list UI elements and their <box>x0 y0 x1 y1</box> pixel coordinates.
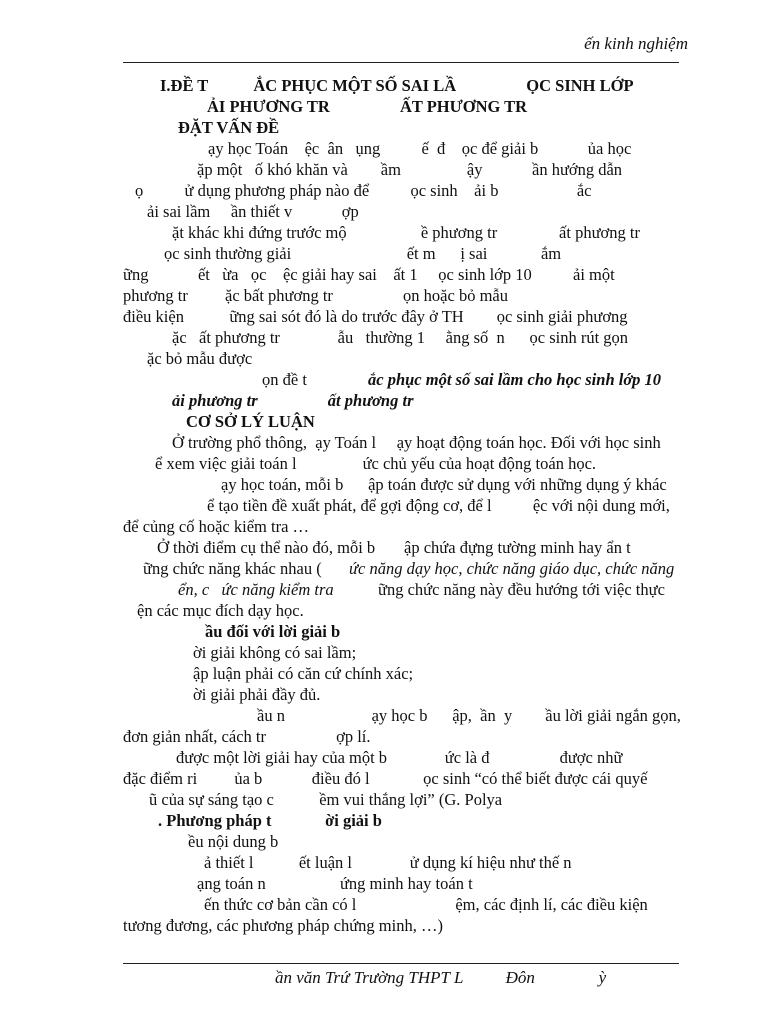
text-line: ể xem việc giải toán l ức chủ yếu của hoạt động toán học. <box>155 454 597 473</box>
text-line: ững chức năng này đều hướng tới việc thực <box>378 580 665 599</box>
text-line: ững chức năng khác nhau ( <box>143 559 322 578</box>
text-line: điều kiện ững sai sót đó là do trước đây ở TH ọc sinh giải phương <box>123 307 628 326</box>
footer-text: ần văn Trứ Trường THPT L Đôn ỳ <box>275 968 607 987</box>
text-line: Ở trường phổ thông, ạy Toán l ạy hoạt động toán học. Đối với học sinh <box>172 433 661 452</box>
text-line: ạng toán n ứng minh hay toán t <box>197 874 473 893</box>
text-line: CƠ SỞ LÝ LUẬN <box>186 412 315 431</box>
text-line: ầu đối với lời giải b <box>205 622 341 641</box>
text-line: ọ ử dụng phương pháp nào để ọc sinh ải b ắc <box>135 181 592 200</box>
text-line: ện các mục đích dạy học. <box>137 601 304 620</box>
text-line: ặt khác khi đứng trước mộ ề phương tr ất phương tr <box>172 223 640 242</box>
text-line: đơn giản nhất, cách tr ợp lí. <box>123 727 371 746</box>
text-line: được một lời giải hay của một b ức là đ được nhữ <box>176 748 623 767</box>
text-line: ặc ất phương tr ẫu thường 1 ằng số n ọc sinh rút gọn <box>172 328 629 347</box>
text-line: ều nội dung b <box>188 832 279 851</box>
text-line: Ở thời điểm cụ thể nào đó, mỗi b ập chứa đựng tường minh hay ẩn t <box>157 538 631 557</box>
text-line: ặc bỏ mẫu được <box>147 349 253 368</box>
text-line: ọn đề t <box>262 370 307 389</box>
text-line: ĐẶT VẤN ĐỀ <box>178 118 280 137</box>
text-line: ọc sinh thường giải ết m ị sai ắm <box>164 244 562 263</box>
text-line: ời giải phải đầy đủ. <box>193 685 321 704</box>
text-line: ải sai lầm ần thiết v ợp <box>147 202 359 221</box>
text-line: ến thức cơ bản cần có l ệm, các định lí, các điều kiện <box>204 895 648 914</box>
header-rule <box>123 62 679 63</box>
text-line: để củng cố hoặc kiểm tra … <box>123 517 310 536</box>
text-line: đặc điểm ri ủa b điều đó l ọc sinh “có thể biết được cái quyế <box>123 769 648 788</box>
text-line: . Phương pháp t ời giải b <box>158 811 382 830</box>
text-line: ũ của sự sáng tạo c ềm vui thắng lợi” (G. Polya <box>149 790 503 809</box>
text-line: ẢI PHƯƠNG TR ẤT PHƯƠNG TR <box>207 97 528 116</box>
text-line: ạy học Toán ệc ân ụng ế đ ọc để giải b ủa học <box>208 139 632 158</box>
text-line: ức năng dạy học, chức năng giáo dục, chức năng <box>349 559 675 578</box>
text-line: ạy học toán, mỗi b ập toán được sử dụng với những dụng ý khác <box>221 475 667 494</box>
text-line: ển, c ức năng kiểm tra <box>178 580 334 599</box>
text-line: ể tạo tiền đề xuất phát, để gợi động cơ, để l ệc với nội dung mới, <box>207 496 670 515</box>
text-line: ầu n ạy học b ập, ần y ầu lời giải ngắn gọn, <box>257 706 681 725</box>
text-line: ải phương tr ất phương tr <box>172 391 414 410</box>
header-title: ến kinh nghiệm <box>584 34 688 53</box>
text-line: ững ết ừa ọc ệc giải hay sai ất 1 ọc sinh lớp 10 ải một <box>123 265 615 284</box>
text-line: ặp một ố khó khăn và ầm ậy ần hướng dẫn <box>197 160 623 179</box>
text-line: I.ĐỀ T ẮC PHỤC MỘT SỐ SAI LẦ ỌC SINH LỚP <box>160 76 634 95</box>
text-line: ập luận phải có căn cứ chính xác; <box>193 664 414 683</box>
text-line: ả thiết l ết luận l ử dụng kí hiệu như thế n <box>204 853 572 872</box>
text-line: ắc phục một số sai lầm cho học sinh lớp 10 <box>368 370 662 389</box>
text-line: phương tr ặc bất phương tr ọn hoặc bỏ mẫu <box>123 286 508 305</box>
footer-rule <box>123 963 679 964</box>
text-line: tương đương, các phương pháp chứng minh, …) <box>123 916 443 935</box>
text-line: ời giải không có sai lầm; <box>193 643 357 662</box>
